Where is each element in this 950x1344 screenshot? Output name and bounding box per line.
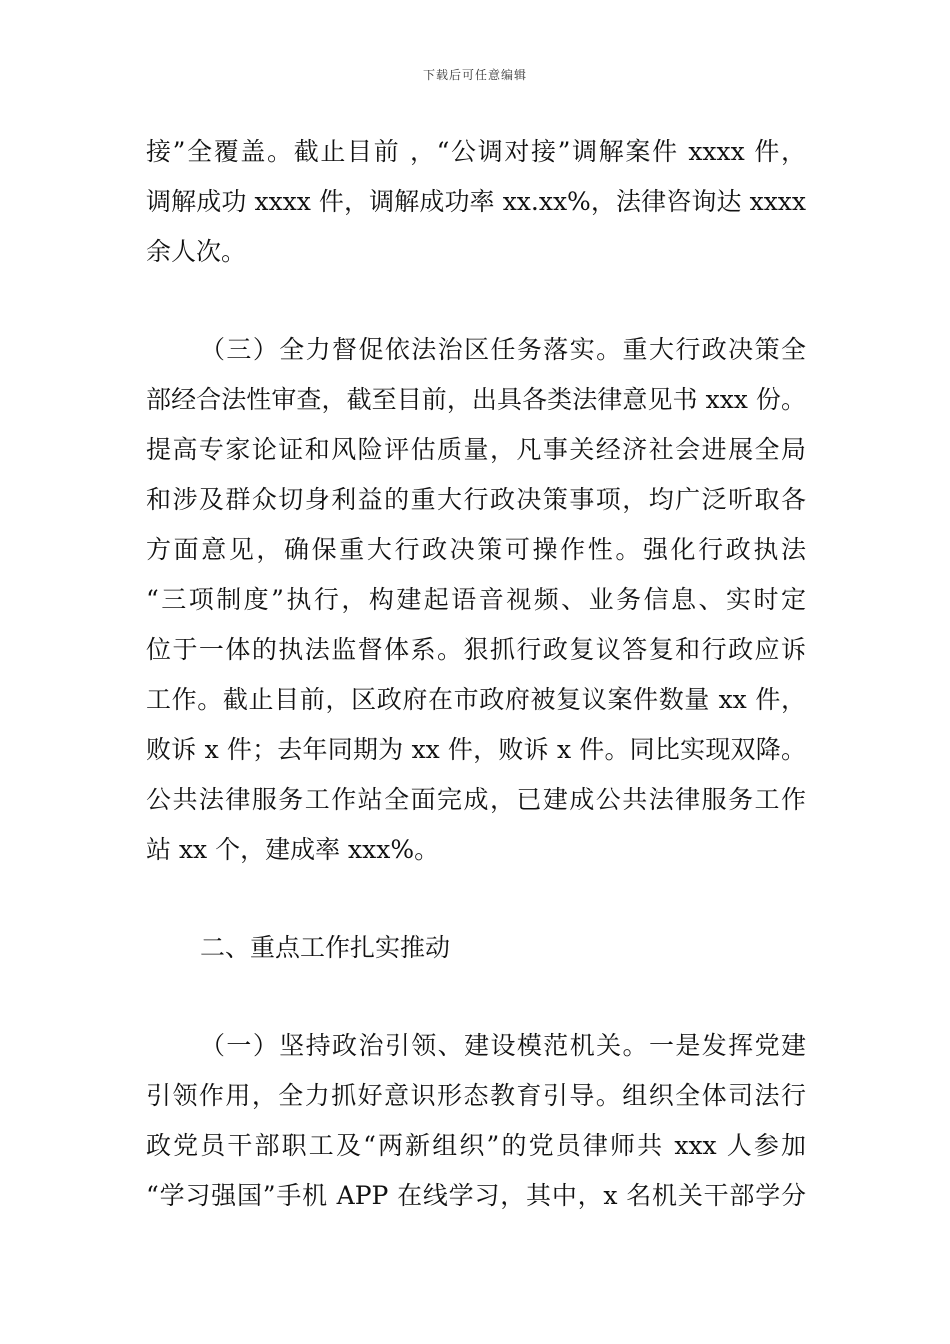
text-line: 和涉及群众切身利益的重大行政决策事项，均广泛听取各 bbox=[146, 485, 806, 514]
section-heading: 二、重点工作扎实推动 bbox=[200, 933, 451, 962]
text-line: 公共法律服务工作站全面完成，已建成公共法律服务工作 bbox=[146, 785, 806, 814]
paragraph-gap bbox=[146, 277, 806, 325]
text-line: （一）坚持政治引领、建设模范机关。一是发挥党建 bbox=[200, 1031, 806, 1060]
text-line: 调解成功 xxxx 件，调解成功率 xx.xx%，法律咨询达 xxxx bbox=[146, 187, 806, 216]
page-header-note: 下载后可任意编辑 bbox=[422, 68, 527, 82]
paragraph-gap bbox=[146, 973, 806, 1021]
text-line: 工作。截止目前，区政府在市政府被复议案件数量 xx 件， bbox=[146, 685, 806, 714]
text-line: 提高专家论证和风险评估质量，凡事关经济社会进展全局 bbox=[146, 435, 806, 464]
text-line: 接”全覆盖。截止目前 ，“公调对接”调解案件 xxxx 件， bbox=[146, 137, 806, 166]
text-line: 引领作用，全力抓好意识形态教育引导。组织全体司法行 bbox=[146, 1081, 806, 1110]
document-body bbox=[146, 127, 806, 1221]
text-line: “学习强国”手机 APP 在线学习，其中，x 名机关干部学分 bbox=[146, 1181, 806, 1210]
text-line: 部经合法性审查，截至目前，出具各类法律意见书 xxx 份。 bbox=[146, 385, 806, 414]
text-line: 位于一体的执法监督体系。狠抓行政复议答复和行政应诉 bbox=[146, 635, 806, 664]
text-line: “三项制度”执行，构建起语音视频、业务信息、实时定 bbox=[146, 585, 806, 614]
text-line: 政党员干部职工及“两新组织”的党员律师共 xxx 人参加 bbox=[146, 1131, 806, 1160]
text-line: 方面意见，确保重大行政决策可操作性。强化行政执法 bbox=[146, 535, 806, 564]
text-line: 败诉 x 件；去年同期为 xx 件，败诉 x 件。同比实现双降。 bbox=[146, 735, 806, 764]
text-line: （三）全力督促依法治区任务落实。重大行政决策全 bbox=[200, 335, 806, 364]
paragraph-rule-of-law bbox=[146, 325, 806, 875]
paragraph-political-leadership bbox=[146, 1021, 806, 1221]
text-line: 站 xx 个，建成率 xxx%。 bbox=[146, 835, 440, 864]
paragraph-gap bbox=[146, 875, 806, 923]
paragraph-mediation-summary bbox=[146, 127, 806, 277]
text-line: 余人次。 bbox=[146, 237, 247, 266]
